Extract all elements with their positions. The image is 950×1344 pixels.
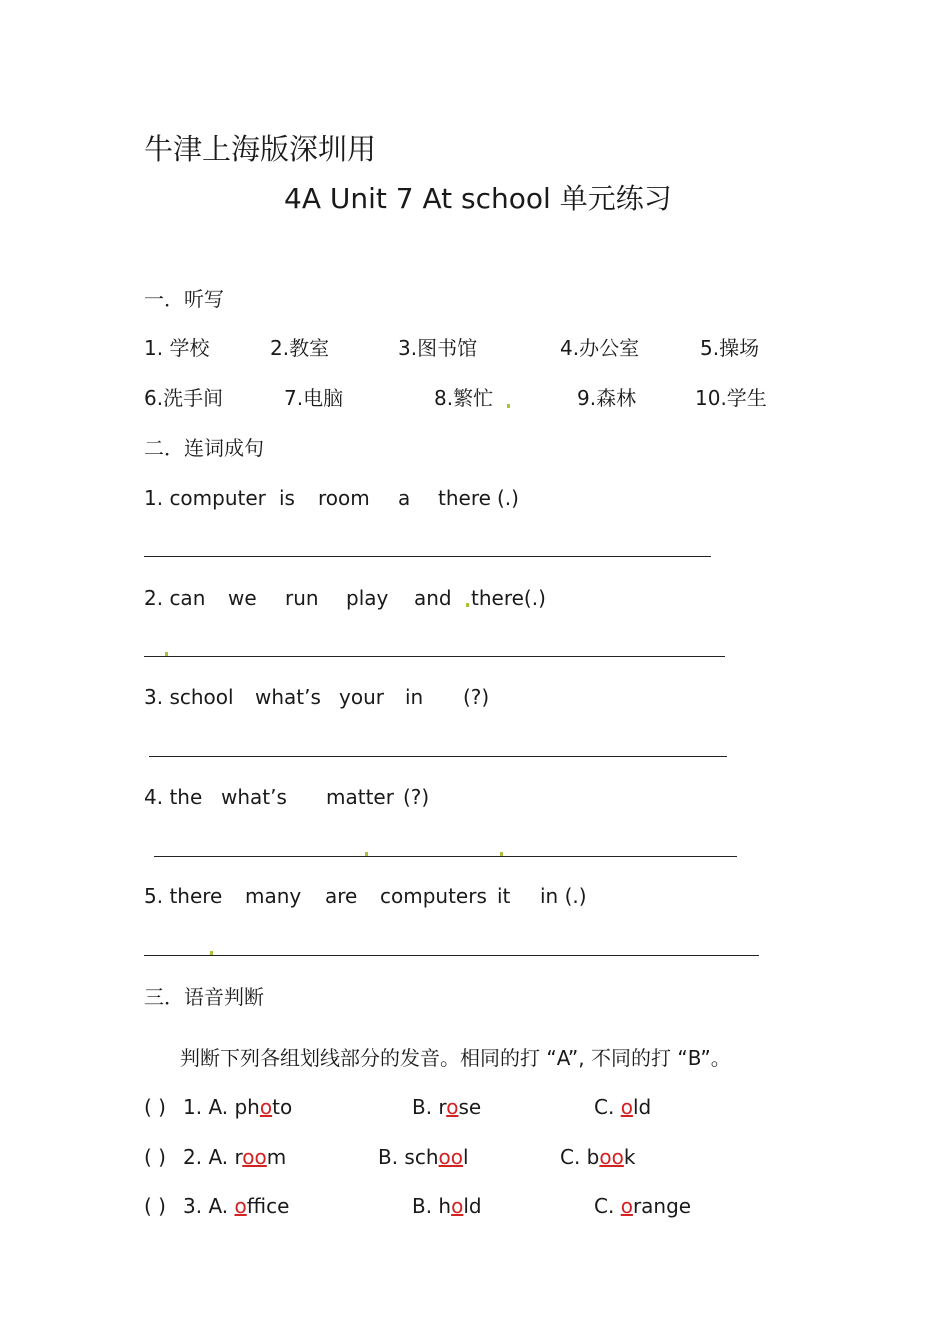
dictation-item-3: 3.图书馆 — [398, 336, 478, 360]
q4-word-1: 4. the — [144, 785, 203, 809]
marker-dot — [466, 603, 469, 607]
q3-option-c: C. orange — [594, 1194, 692, 1218]
q5-word-1: 5. there — [144, 884, 223, 908]
marker-dot — [500, 852, 503, 856]
q3-word-5: (?) — [463, 685, 490, 709]
q2-word-1: 2. can — [144, 586, 206, 610]
q4-word-2: what’s — [221, 785, 287, 809]
q3-word-2: what’s — [255, 685, 321, 709]
q3-answer-line[interactable] — [149, 756, 727, 757]
q1-word-3: room — [318, 486, 370, 510]
q5-word-3: are — [325, 884, 358, 908]
q3-option-b: B. hold — [412, 1194, 482, 1218]
q1-word-2: is — [279, 486, 295, 510]
q1-option-c: C. old — [594, 1095, 652, 1119]
dictation-item-9: 9.森林 — [577, 386, 637, 410]
q4-word-3: matter — [326, 785, 394, 809]
marker-dot — [210, 951, 213, 955]
dictation-item-2: 2.教室 — [270, 336, 330, 360]
dictation-item-7: 7.电脑 — [284, 386, 344, 410]
q1-answer-bracket[interactable]: ( ) — [144, 1095, 166, 1119]
q1-word-6: (.) — [497, 486, 519, 510]
q1-word-1: 1. computer — [144, 486, 266, 510]
q1-word-4: a — [398, 486, 411, 510]
dictation-item-4: 4.办公室 — [560, 336, 640, 360]
q2-answer-line[interactable] — [144, 656, 725, 657]
q3-word-4: in — [405, 685, 424, 709]
section3-heading: 三．语音判断 — [144, 985, 264, 1009]
q1-option-a: 1. A. photo — [183, 1095, 293, 1119]
dictation-item-8: 8.繁忙 — [434, 386, 494, 410]
q2-word-4: play — [346, 586, 389, 610]
q2-answer-bracket[interactable]: ( ) — [144, 1145, 166, 1169]
q2-option-c: C. book — [560, 1145, 636, 1169]
dictation-item-5: 5.操场 — [700, 336, 760, 360]
q3-word-1: 3. school — [144, 685, 234, 709]
section2-heading: 二．连词成句 — [144, 436, 264, 460]
q2-word-2: we — [228, 586, 257, 610]
title-line-2: 4A Unit 7 At school 单元练习 — [284, 182, 672, 215]
q2-option-b: B. school — [378, 1145, 469, 1169]
dictation-item-1: 1. 学校 — [144, 336, 210, 360]
marker-dot — [365, 852, 368, 856]
dictation-item-10: 10.学生 — [695, 386, 767, 410]
q3-word-3: your — [339, 685, 384, 709]
title-line-1: 牛津上海版深圳用 — [144, 132, 377, 166]
q4-answer-line[interactable] — [154, 856, 737, 857]
q1-word-5: there — [438, 486, 491, 510]
q5-word-5: it — [497, 884, 511, 908]
q2-word-5: and — [414, 586, 452, 610]
phonics-instruction: 判断下列各组划线部分的发音。相同的打 “A”, 不同的打 “B”。 — [180, 1046, 731, 1070]
q5-word-2: many — [245, 884, 302, 908]
dictation-item-6: 6.洗手间 — [144, 386, 224, 410]
marker-dot — [165, 652, 168, 656]
q3-answer-bracket[interactable]: ( ) — [144, 1194, 166, 1218]
q1-option-b: B. rose — [412, 1095, 482, 1119]
q2-word-3: run — [285, 586, 319, 610]
marker-dot — [507, 404, 510, 408]
q5-word-4: computers — [380, 884, 487, 908]
q1-answer-line[interactable] — [144, 556, 711, 557]
q4-word-4: (?) — [403, 785, 430, 809]
q5-word-6: in (.) — [540, 884, 587, 908]
q2-word-6: there(.) — [471, 586, 546, 610]
section1-heading: 一．听写 — [144, 287, 224, 311]
q5-answer-line[interactable] — [144, 955, 759, 956]
q3-option-a: 3. A. office — [183, 1194, 290, 1218]
q2-option-a: 2. A. room — [183, 1145, 287, 1169]
